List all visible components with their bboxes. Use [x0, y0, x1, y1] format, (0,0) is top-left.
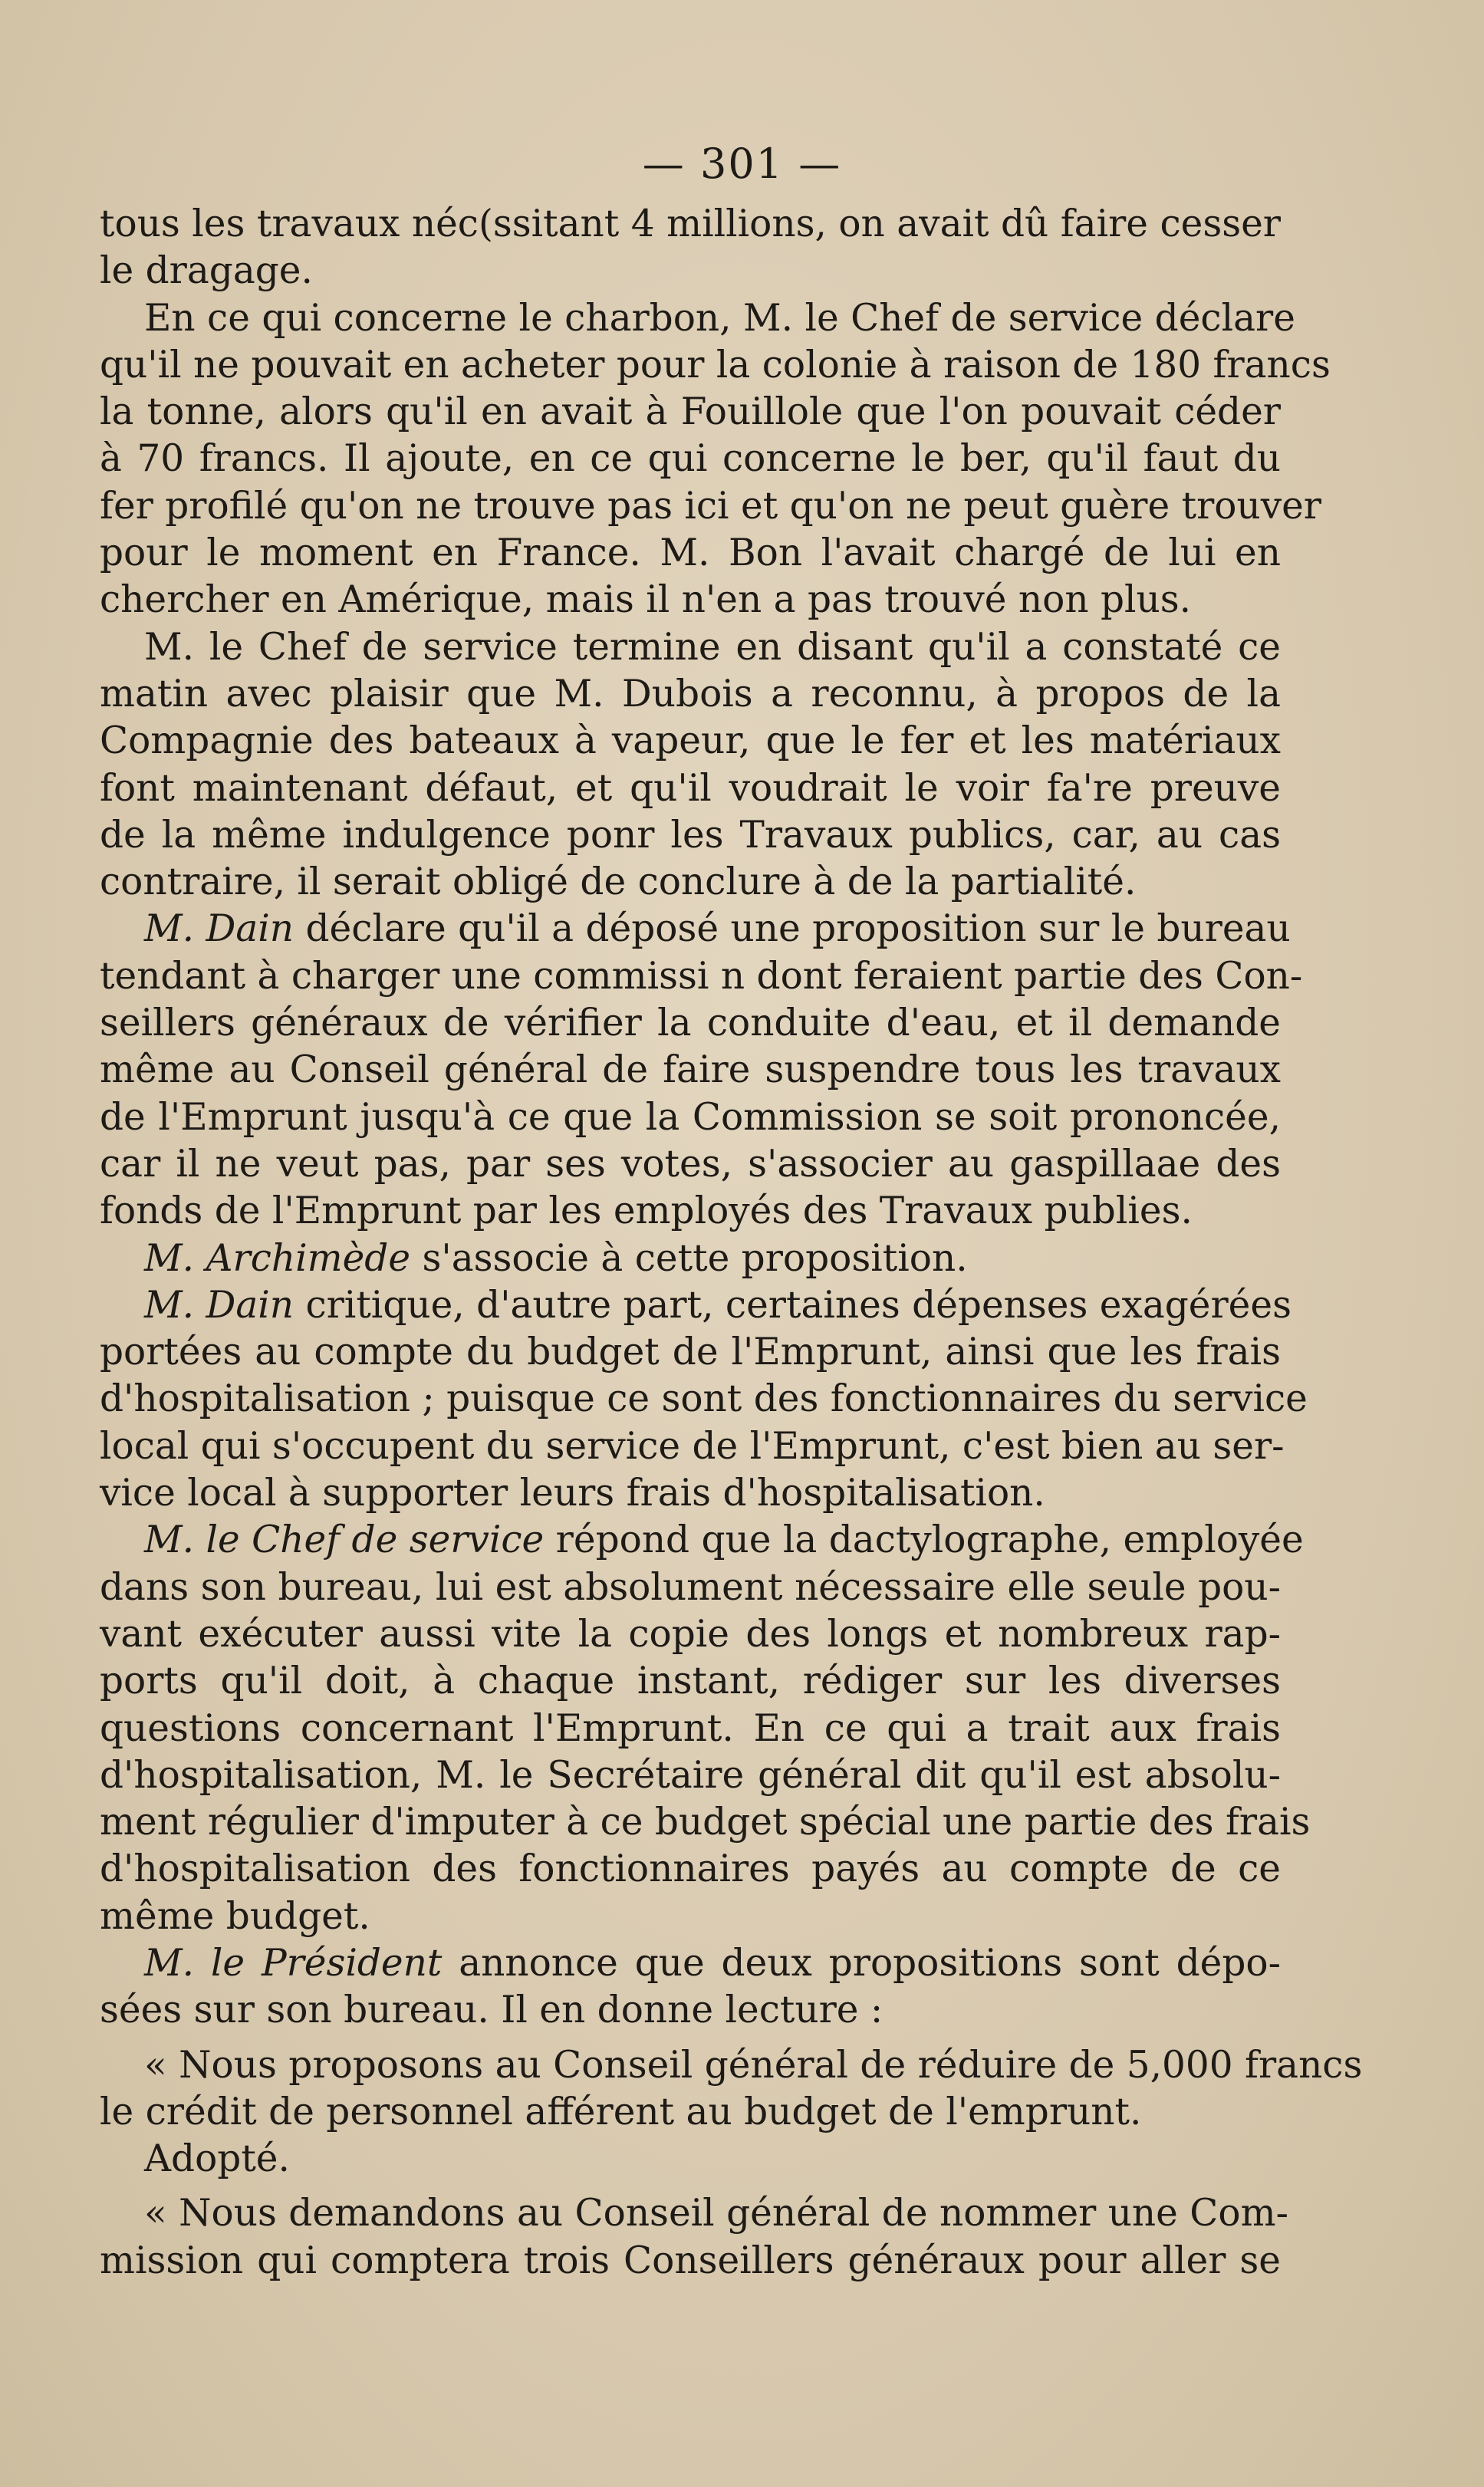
text-line: ment régulier d'imputer à ce budget spécial une partie des frais [100, 1801, 1311, 1844]
text-line: de l'Emprunt jusqu'à ce que la Commission se soit prononcée, [100, 1095, 1281, 1139]
text-line: M. le Chef de service termine en disant qu'il a constaté ce [144, 625, 1281, 669]
text-line: même au Conseil général de faire suspendre tous les travaux [100, 1048, 1281, 1092]
text-line: d'hospitalisation, M. le Secrétaire général dit qu'il est absolu- [100, 1753, 1281, 1797]
text-line: « Nous proposons au Conseil général de réduire de 5,000 francs [144, 2043, 1363, 2087]
text-line: fer profilé qu'on ne trouve pas ici et qu'on ne peut guère trouver [100, 484, 1321, 528]
text-line: contraire, il serait obligé de conclure à de la partialité. [100, 860, 1137, 904]
body-text [100, 201, 1363, 2285]
text-line: M. Dain déclare qu'il a déposé une proposition sur le bureau [144, 907, 1291, 951]
text-line: Compagnie des bateaux à vapeur, que le fer et les matériaux [100, 719, 1281, 763]
text-line: seillers généraux de vérifier la conduite d'eau, et il demande [100, 1002, 1281, 1045]
text-line: d'hospitalisation ; puisque ce sont des fonctionnaires du service [100, 1377, 1308, 1421]
text-line: M. le Président annonce que deux propositions sont dépo- [144, 1941, 1281, 1985]
text-line: d'hospitalisation des fonctionnaires payés au compte de ce [100, 1847, 1281, 1891]
text-line: qu'il ne pouvait en acheter pour la colonie à raison de 180 francs [100, 343, 1331, 387]
text-line: ports qu'il doit, à chaque instant, rédiger sur les diverses [100, 1660, 1281, 1703]
text-line: « Nous demandons au Conseil général de nommer une Com- [144, 2192, 1288, 2235]
text-line: En ce qui concerne le charbon, M. le Chef de service déclare [144, 296, 1295, 340]
text-line: dans son bureau, lui est absolument nécessaire elle seule pou- [100, 1565, 1281, 1609]
text-line: car il ne veut pas, par ses votes, s'associer au gaspillaae des [100, 1142, 1281, 1186]
text-line: chercher en Amérique, mais il n'en a pas trouvé non plus. [100, 578, 1192, 622]
text-line: la tonne, alors qu'il en avait à Fouillole que l'on pouvait céder [100, 390, 1281, 434]
text-line: M. Dain critique, d'autre part, certaines dépenses exagérées [144, 1283, 1292, 1327]
text-line: de la même indulgence ponr les Travaux publics, car, au cas [100, 813, 1281, 857]
text-line: vice local à supporter leurs frais d'hospitalisation. [100, 1472, 1045, 1515]
text-line: tous les travaux néc(ssitant 4 millions, on avait dû faire cesser [100, 202, 1281, 245]
text-line: Adopté. [144, 2137, 290, 2181]
text-line: M. le Chef de service répond que la dactylographe, employée [144, 1518, 1304, 1562]
text-line: matin avec plaisir que M. Dubois a reconnu, à propos de la [100, 672, 1281, 716]
page-number: — 301 — [642, 140, 842, 188]
text-line: local qui s'occupent du service de l'Emprunt, c'est bien au ser- [100, 1424, 1285, 1468]
text-line: mission qui comptera trois Conseillers généraux pour aller se [100, 2239, 1281, 2282]
text-line: portées au compte du budget de l'Emprunt, ainsi que les frais [100, 1331, 1281, 1374]
text-line: tendant à charger une commissi n dont feraient partie des Con- [100, 954, 1303, 998]
text-line: sées sur son bureau. Il en donne lecture : [100, 1989, 883, 2032]
text-line: le dragage. [100, 249, 313, 293]
text-line: questions concernant l'Emprunt. En ce qui a trait aux frais [100, 1706, 1281, 1750]
text-line: vant exécuter aussi vite la copie des longs et nombreux rap- [100, 1612, 1281, 1656]
text-line: à 70 francs. Il ajoute, en ce qui concerne le ber, qu'il faut du [100, 437, 1281, 481]
text-line: même budget. [100, 1894, 370, 1938]
text-line: pour le moment en France. M. Bon l'avait chargé de lui en [100, 531, 1281, 575]
text-line: le crédit de personnel afférent au budget de l'emprunt. [100, 2090, 1142, 2133]
text-line: fonds de l'Emprunt par les employés des Travaux publies. [100, 1189, 1193, 1233]
text-line: font maintenant défaut, et qu'il voudrait le voir fa're preuve [100, 766, 1281, 810]
text-line: M. Archimède s'associe à cette proposition. [144, 1236, 968, 1280]
